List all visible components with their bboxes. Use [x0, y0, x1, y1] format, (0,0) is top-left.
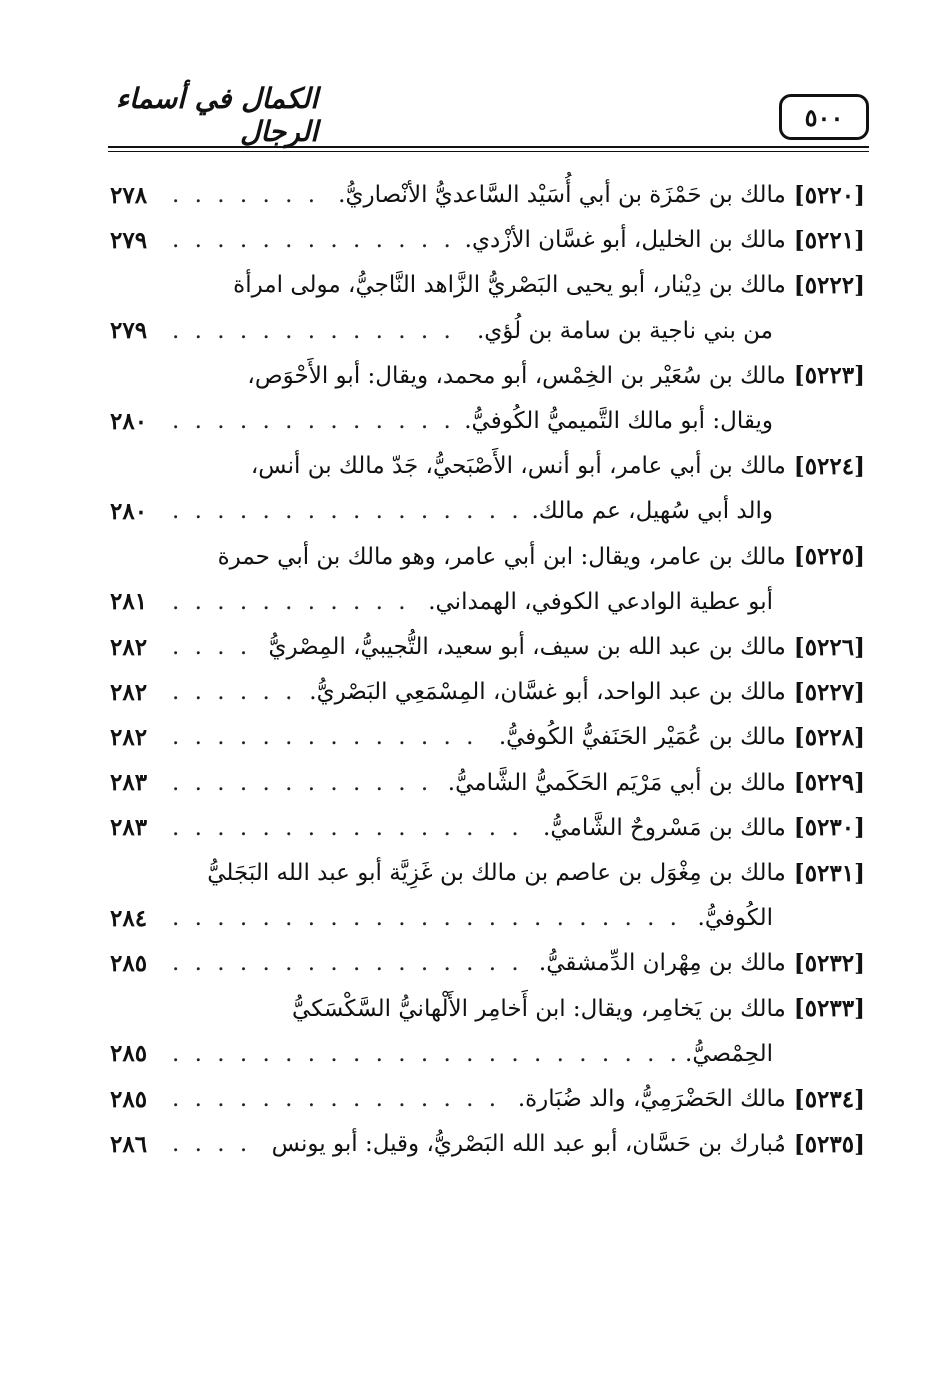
dot-leader — [172, 182, 328, 208]
dot-leader — [172, 1131, 262, 1157]
entry-number: [٥٢٣١] — [793, 859, 865, 887]
entry-text: مُبارك بن حَسَّان، أبو عبد الله البَصْريُّ، وقيل: أبو يونس — [271, 1131, 786, 1158]
dot-leader — [172, 408, 454, 434]
toc-line — [110, 1076, 865, 1122]
entry-number: [٥٢٢٥] — [793, 543, 865, 571]
entry-text: مالك بن أبي عامر، أبو أنس، الأَصْبَحيُّ، جَدّ مالك بن أنس، — [250, 453, 786, 480]
toc-line — [110, 986, 865, 1032]
toc-line — [110, 624, 865, 670]
dot-leader — [172, 634, 258, 660]
toc-line — [110, 353, 865, 399]
entry-text: والد أبي سُهيل، عم مالك. — [531, 498, 773, 525]
toc-line — [110, 579, 865, 625]
dot-leader — [172, 318, 467, 344]
entry-text: مالك بن سُعَيْر بن الخِمْس، أبو محمد، ويقال: أبو الأَحْوَص، — [247, 362, 786, 389]
entry-text: الحِمْصيُّ. — [685, 1040, 773, 1067]
toc-line — [110, 488, 865, 534]
entry-text: مالك بن عبد الواحد، أبو غسَّان، المِسْمَعِي البَصْريُّ. — [309, 679, 786, 706]
dot-leader — [172, 1086, 508, 1112]
entry-number: [٥٢٢١] — [793, 226, 865, 254]
toc-line — [110, 940, 865, 986]
entry-number: [٥٢٣٢] — [793, 949, 865, 977]
entry-text: مالك بن أبي مَرْيَم الحَكَميُّ الشَّاميُّ. — [447, 769, 786, 796]
entry-text: مالك بن حَمْزَة بن أبي أُسَيْد السَّاعديُّ الأنْصاريُّ. — [338, 182, 786, 208]
entry-text: مالك بن مَسْروحٌ الشَّاميُّ. — [543, 814, 786, 841]
entry-number: [٥٢٢٩] — [793, 769, 865, 797]
dot-leader — [172, 1041, 675, 1067]
entry-text: مالك بن الخليل، أبو غسَّان الأزْدي. — [464, 227, 786, 254]
entry-page-number: ٢٨٢ — [110, 633, 148, 661]
entry-number: [٥٢٣٣] — [793, 995, 865, 1023]
dot-leader — [172, 950, 529, 976]
entry-text: الكُوفيُّ. — [697, 905, 773, 932]
entry-text: مالك بن عبد الله بن سيف، أبو سعيد، التُّجيبيُّ، المِصْريُّ — [268, 634, 786, 660]
entry-number: [٥٢٢٣] — [793, 362, 865, 390]
entry-page-number: ٢٧٨ — [110, 181, 148, 209]
entry-page-number: ٢٧٩ — [110, 317, 148, 345]
toc-line — [110, 895, 865, 941]
entry-page-number: ٢٨٤ — [110, 904, 148, 932]
entry-page-number: ٢٨١ — [110, 588, 148, 616]
entry-number: [٥٢٣٤] — [793, 1085, 865, 1113]
toc-line — [110, 669, 865, 715]
toc-line — [110, 398, 865, 444]
dot-leader — [172, 770, 438, 796]
dot-leader — [172, 905, 688, 931]
dot-leader — [172, 724, 489, 750]
entry-page-number: ٢٨٢ — [110, 723, 148, 751]
toc-line — [110, 1121, 865, 1167]
entry-number: [٥٢٢٦] — [793, 633, 865, 661]
toc-line — [110, 1031, 865, 1077]
entry-text: ويقال: أبو مالك التَّميميُّ الكُوفيُّ. — [464, 408, 773, 434]
page-header — [108, 82, 869, 150]
entry-text: مالك الحَضْرَمِيُّ، والد ضُبَارة. — [517, 1086, 786, 1112]
toc-line — [110, 308, 865, 354]
dot-leader — [172, 498, 522, 524]
toc-line — [110, 714, 865, 760]
entry-number: [٥٢٣٥] — [793, 1130, 865, 1158]
dot-leader — [172, 679, 299, 705]
header-rule-thin — [108, 151, 869, 152]
dot-leader — [172, 227, 455, 253]
header-rule — [108, 146, 869, 148]
entry-page-number: ٢٨٠ — [110, 407, 148, 435]
entry-number: [٥٢٢٠] — [793, 181, 865, 209]
entry-number: [٥٢٢٧] — [793, 678, 865, 706]
entry-page-number: ٢٨٥ — [110, 949, 148, 977]
entry-text: مالك بن عامر، ويقال: ابن أبي عامر، وهو مالك بن أبي حمرة — [217, 543, 786, 570]
entry-text: مالك بن يَخامِر، ويقال: ابن أَخامِر الأَلْهانيُّ السَّكْسَكيُّ — [292, 995, 786, 1022]
entry-page-number: ٢٨٢ — [110, 678, 148, 706]
entry-number: [٥٢٣٠] — [793, 814, 865, 842]
entry-page-number: ٢٨٣ — [110, 769, 148, 797]
book-title: الكمال في أسماء الرجال — [115, 82, 318, 148]
toc-line — [110, 760, 865, 806]
entry-number: [٥٢٢٢] — [793, 271, 865, 299]
entry-page-number: ٢٨٦ — [110, 1130, 148, 1158]
toc-line — [110, 534, 865, 580]
entry-text: مالك بن دِيْنار، أبو يحيى البَصْريُّ الزَّاهد النَّاجيُّ، مولى امرأة — [233, 272, 786, 299]
entry-page-number: ٢٨٣ — [110, 814, 148, 842]
toc-line — [110, 850, 865, 896]
entry-number: [٥٢٢٤] — [793, 452, 865, 480]
dot-leader — [172, 589, 418, 615]
toc-line — [110, 217, 865, 263]
entry-text: مالك بن مِغْوَل بن عاصم بن مالك بن غَزِيَّة أبو عبد الله البَجَليُّ — [207, 860, 786, 886]
entry-text: مالك بن مِهْران الدِّمشقيُّ. — [538, 950, 786, 977]
entry-text: مالك بن عُمَيْر الحَنَفيُّ الكُوفيُّ. — [498, 724, 786, 751]
toc-line — [110, 172, 865, 218]
page-number: ٥٠٠ — [779, 94, 869, 140]
toc-line — [110, 805, 865, 851]
toc-line — [110, 443, 865, 489]
entry-page-number: ٢٨٥ — [110, 1040, 148, 1068]
entry-page-number: ٢٨٥ — [110, 1085, 148, 1113]
dot-leader — [172, 815, 533, 841]
entry-text: أبو عطية الوادعي الكوفي، الهمداني. — [428, 588, 773, 615]
toc-line — [110, 262, 865, 308]
entry-page-number: ٢٨٠ — [110, 497, 148, 525]
entry-text: من بني ناجية بن سامة بن لُؤي. — [476, 317, 773, 344]
entry-page-number: ٢٧٩ — [110, 226, 148, 254]
entry-number: [٥٢٢٨] — [793, 723, 865, 751]
